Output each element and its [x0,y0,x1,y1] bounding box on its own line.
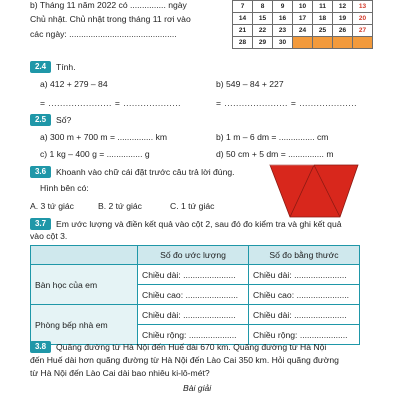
calendar-cell-empty [313,37,333,49]
option-a[interactable]: A. 3 tứ giác [30,201,74,211]
answer-line-b[interactable]: = ...................... = .................... [216,98,357,108]
calendar-question-line3: các ngày: ............................................. [30,29,177,39]
question-title-3-6: Khoanh vào chữ cái đặt trước câu trả lời đúng. [56,167,235,177]
calendar-cell: 28 [233,37,253,49]
conversion-a[interactable]: a) 300 m + 700 m = ............... km [40,132,168,142]
calendar-cell-sunday: 13 [353,1,373,13]
answer-line-a[interactable]: = ...................... = .................... [40,98,181,108]
header-measured: Số đo bằng thước [249,246,360,265]
calendar-cell: 24 [293,25,313,37]
figure-prompt: Hình bên có: [40,183,89,193]
question-title-3-7-line1: Em ước lượng và điền kết quả vào cột 2, sau đó đo kiểm tra và ghi kết quả [56,219,342,229]
desk-measured-height[interactable]: Chiều cao: ...................... [249,285,360,305]
calendar-cell: 18 [313,13,333,25]
kitchen-estimate-length[interactable]: Chiều dài: ...................... [138,305,249,325]
desk-estimate-height[interactable]: Chiều cao: ...................... [138,285,249,305]
question-title-2-4: Tính. [56,62,76,72]
calendar-cell: 16 [273,13,293,25]
question-title-3-7-line2: vào cột 3. [30,231,68,241]
row-label-kitchen: Phòng bếp nhà em [31,305,138,345]
conversion-c[interactable]: c) 1 kg – 400 g = ............... g [40,149,150,159]
desk-estimate-length[interactable]: Chiều dài: ...................... [138,265,249,285]
trapezoid-shape [270,165,358,217]
calendar-cell-sunday: 27 [353,25,373,37]
november-calendar [232,0,373,49]
calendar-cell: 30 [273,37,293,49]
desk-measured-length[interactable]: Chiều dài: ...................... [249,265,360,285]
kitchen-estimate-width[interactable]: Chiều rộng: .................... [138,325,249,345]
question-3-8-line1: Quãng đường từ Hà Nội đến Huế dài 670 km. Quãng đường từ Hà Nội [56,342,327,352]
question-title-2-5: Số? [56,115,72,125]
header-estimate: Số đo ước lượng [138,246,249,265]
question-number-2-4: 2.4 [30,61,51,73]
calendar-cell-empty [293,37,313,49]
kitchen-measured-length[interactable]: Chiều dài: ...................... [249,305,360,325]
question-number-3-8: 3.8 [30,341,51,353]
question-number-3-7: 3.7 [30,218,51,230]
option-b[interactable]: B. 2 tứ giác [98,201,142,211]
calendar-cell-sunday: 20 [353,13,373,25]
measurement-table [30,245,360,345]
expression-a: a) 412 + 279 – 84 [40,79,108,89]
calendar-cell: 29 [253,37,273,49]
calendar-cell: 12 [333,1,353,13]
question-3-8-line2: đến Huế dài hơn quãng đường từ Hà Nội đến Lào Cai 350 km. Hỏi quãng đường [30,355,339,365]
calendar-cell: 17 [293,13,313,25]
header-empty [31,246,138,265]
solution-heading: Bài giải [183,383,212,393]
calendar-cell-empty [333,37,353,49]
calendar-cell: 15 [253,13,273,25]
calendar-cell: 21 [233,25,253,37]
conversion-b[interactable]: b) 1 m – 6 dm = ............... cm [216,132,329,142]
calendar-cell: 19 [333,13,353,25]
calendar-cell: 23 [273,25,293,37]
calendar-question-line1: b) Tháng 11 năm 2022 có ............... ngày [30,0,187,10]
question-3-8-line3: từ Hà Nội đến Lào Cai dài bao nhiêu ki-lô-mét? [30,368,210,378]
kitchen-measured-width[interactable]: Chiều rộng: .................... [249,325,360,345]
calendar-cell: 11 [313,1,333,13]
calendar-cell: 8 [253,1,273,13]
question-number-2-5: 2.5 [30,114,51,126]
calendar-cell: 25 [313,25,333,37]
calendar-cell: 26 [333,25,353,37]
calendar-cell: 7 [233,1,253,13]
row-label-desk: Bàn học của em [31,265,138,305]
calendar-cell: 10 [293,1,313,13]
calendar-question-line2: Chủ nhật. Chủ nhật trong tháng 11 rơi vào [30,14,191,24]
conversion-d[interactable]: d) 50 cm + 5 dm = ............... m [216,149,334,159]
quadrilateral-figure [268,162,360,220]
calendar-cell: 9 [273,1,293,13]
calendar-cell: 22 [253,25,273,37]
question-number-3-6: 3.6 [30,166,51,178]
calendar-cell-empty [353,37,373,49]
option-c[interactable]: C. 1 tứ giác [170,201,215,211]
calendar-cell: 14 [233,13,253,25]
expression-b: b) 549 – 84 + 227 [216,79,284,89]
